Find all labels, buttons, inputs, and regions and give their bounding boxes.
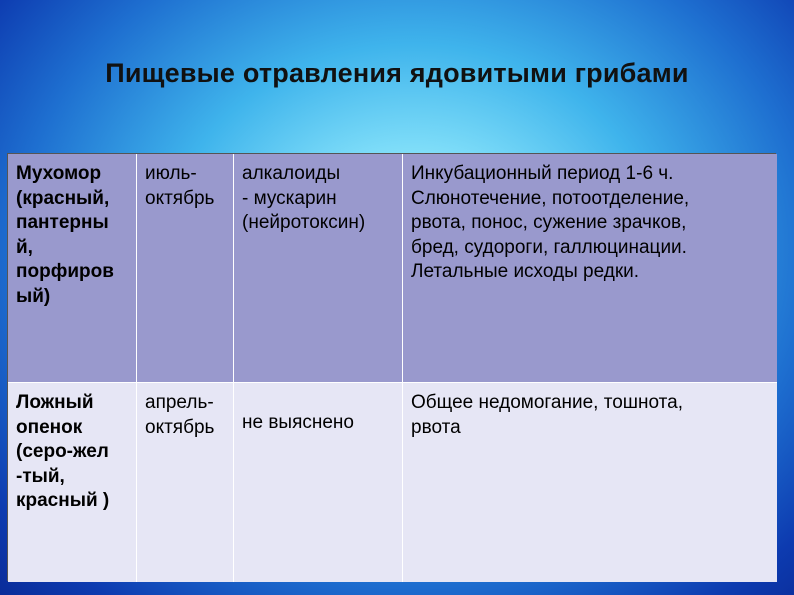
table-cell-toxin: не выяснено xyxy=(234,383,403,582)
table-cell-season: июль- октябрь xyxy=(137,154,234,383)
table-cell-symptoms: Инкубационный период 1-6 ч. Слюнотечение, потоотделение, рвота, понос, сужение зрачков, бред, судороги, галлюцинации. Летальные исходы редки. xyxy=(403,154,777,383)
table-cell-toxin: алкалоиды - мускарин (нейротоксин) xyxy=(234,154,403,383)
slide-title: Пищевые отравления ядовитыми грибами xyxy=(105,58,689,88)
table-cell-season: апрель- октябрь xyxy=(137,383,234,582)
table-cell-mushroom: Ложный опенок (серо-жел -тый, красный ) xyxy=(8,383,137,582)
mushroom-poisoning-table xyxy=(7,153,776,581)
table-cell-symptoms: Общее недомогание, тошнота, рвота xyxy=(403,383,777,582)
table-cell-mushroom: Мухомор (красный, пантерны й, порфиров ый) xyxy=(8,154,137,383)
